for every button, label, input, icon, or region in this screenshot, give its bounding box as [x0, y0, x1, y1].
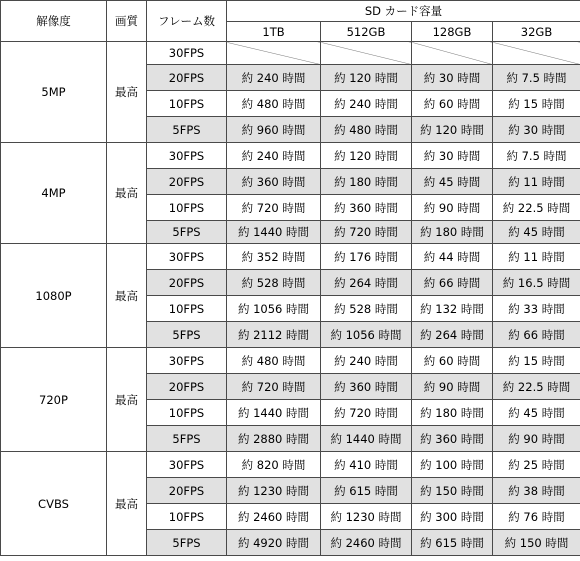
quality-cell: 最高	[107, 452, 147, 556]
resolution-header: 解像度	[1, 1, 107, 42]
duration-cell: 約 1440 時間	[227, 221, 321, 244]
sd-capacity-header: SD カード容量	[227, 1, 580, 22]
fps-cell: 10FPS	[147, 400, 227, 426]
fps-cell: 20FPS	[147, 169, 227, 195]
duration-cell: 約 410 時間	[321, 452, 412, 478]
duration-cell: 約 176 時間	[321, 244, 412, 270]
duration-cell: 約 528 時間	[227, 270, 321, 296]
quality-header: 画質	[107, 1, 147, 42]
quality-cell: 最高	[107, 244, 147, 348]
duration-cell: 約 132 時間	[412, 296, 493, 322]
duration-cell: 約 120 時間	[321, 143, 412, 169]
duration-cell: 約 150 時間	[493, 530, 580, 556]
quality-cell: 最高	[107, 348, 147, 452]
duration-cell: 約 44 時間	[412, 244, 493, 270]
duration-cell: 約 33 時間	[493, 296, 580, 322]
duration-cell: 約 22.5 時間	[493, 374, 580, 400]
duration-cell: 約 960 時間	[227, 117, 321, 143]
duration-cell: 約 180 時間	[321, 169, 412, 195]
duration-cell: 約 820 時間	[227, 452, 321, 478]
duration-cell: 約 720 時間	[321, 400, 412, 426]
fps-cell: 5FPS	[147, 530, 227, 556]
duration-cell: 約 1230 時間	[227, 478, 321, 504]
capacity-header-128gb: 128GB	[412, 22, 493, 42]
resolution-cell: 720P	[1, 348, 107, 452]
fps-cell: 5FPS	[147, 221, 227, 244]
duration-cell: 約 15 時間	[493, 91, 580, 117]
duration-cell: 約 60 時間	[412, 348, 493, 374]
duration-cell: 約 90 時間	[412, 374, 493, 400]
fps-cell: 20FPS	[147, 65, 227, 91]
resolution-cell: 1080P	[1, 244, 107, 348]
capacity-header-512gb: 512GB	[321, 22, 412, 42]
duration-cell: 約 360 時間	[412, 426, 493, 452]
duration-cell: 約 150 時間	[412, 478, 493, 504]
duration-cell: 約 76 時間	[493, 504, 580, 530]
duration-cell: 約 2460 時間	[227, 504, 321, 530]
duration-cell: 約 90 時間	[493, 426, 580, 452]
fps-cell: 30FPS	[147, 452, 227, 478]
duration-cell: 約 480 時間	[321, 117, 412, 143]
duration-cell: 約 720 時間	[227, 195, 321, 221]
duration-cell: 約 1056 時間	[321, 322, 412, 348]
duration-cell: 約 16.5 時間	[493, 270, 580, 296]
duration-cell: 約 360 時間	[321, 374, 412, 400]
quality-cell: 最高	[107, 143, 147, 244]
duration-cell: 約 2880 時間	[227, 426, 321, 452]
fps-cell: 10FPS	[147, 296, 227, 322]
duration-cell: 約 120 時間	[321, 65, 412, 91]
fps-cell: 5FPS	[147, 426, 227, 452]
duration-cell: 約 720 時間	[227, 374, 321, 400]
duration-cell: 約 615 時間	[321, 478, 412, 504]
duration-cell: 約 360 時間	[227, 169, 321, 195]
duration-cell: 約 45 時間	[493, 400, 580, 426]
duration-cell: 約 100 時間	[412, 452, 493, 478]
duration-cell: 約 240 時間	[321, 348, 412, 374]
duration-cell: 約 615 時間	[412, 530, 493, 556]
duration-cell: 約 4920 時間	[227, 530, 321, 556]
duration-cell: 約 30 時間	[412, 143, 493, 169]
duration-cell: 約 1056 時間	[227, 296, 321, 322]
duration-cell: 約 180 時間	[412, 400, 493, 426]
not-available-cell	[412, 42, 493, 65]
duration-cell: 約 264 時間	[321, 270, 412, 296]
duration-cell: 約 15 時間	[493, 348, 580, 374]
duration-cell: 約 120 時間	[412, 117, 493, 143]
duration-cell: 約 480 時間	[227, 91, 321, 117]
fps-cell: 30FPS	[147, 244, 227, 270]
not-available-cell	[493, 42, 580, 65]
resolution-cell: CVBS	[1, 452, 107, 556]
duration-cell: 約 1440 時間	[227, 400, 321, 426]
duration-cell: 約 2112 時間	[227, 322, 321, 348]
fps-cell: 10FPS	[147, 91, 227, 117]
fps-cell: 10FPS	[147, 504, 227, 530]
capacity-header-32gb: 32GB	[493, 22, 580, 42]
duration-cell: 約 66 時間	[412, 270, 493, 296]
duration-cell: 約 7.5 時間	[493, 143, 580, 169]
duration-cell: 約 1440 時間	[321, 426, 412, 452]
duration-cell: 約 38 時間	[493, 478, 580, 504]
duration-cell: 約 240 時間	[321, 91, 412, 117]
fps-cell: 30FPS	[147, 42, 227, 65]
quality-cell: 最高	[107, 42, 147, 143]
resolution-cell: 5MP	[1, 42, 107, 143]
duration-cell: 約 60 時間	[412, 91, 493, 117]
duration-cell: 約 45 時間	[412, 169, 493, 195]
capacity-header-1tb: 1TB	[227, 22, 321, 42]
duration-cell: 約 22.5 時間	[493, 195, 580, 221]
fps-cell: 30FPS	[147, 143, 227, 169]
duration-cell: 約 720 時間	[321, 221, 412, 244]
not-available-cell	[321, 42, 412, 65]
fps-cell: 30FPS	[147, 348, 227, 374]
duration-cell: 約 25 時間	[493, 452, 580, 478]
fps-cell: 20FPS	[147, 478, 227, 504]
duration-cell: 約 240 時間	[227, 143, 321, 169]
duration-cell: 約 300 時間	[412, 504, 493, 530]
duration-cell: 約 352 時間	[227, 244, 321, 270]
duration-cell: 約 180 時間	[412, 221, 493, 244]
duration-cell: 約 2460 時間	[321, 530, 412, 556]
frame-rate-header: フレーム数	[147, 1, 227, 42]
resolution-cell: 4MP	[1, 143, 107, 244]
duration-cell: 約 7.5 時間	[493, 65, 580, 91]
duration-cell: 約 264 時間	[412, 322, 493, 348]
duration-cell: 約 480 時間	[227, 348, 321, 374]
duration-cell: 約 90 時間	[412, 195, 493, 221]
duration-cell: 約 30 時間	[493, 117, 580, 143]
fps-cell: 20FPS	[147, 374, 227, 400]
fps-cell: 5FPS	[147, 322, 227, 348]
fps-cell: 20FPS	[147, 270, 227, 296]
duration-cell: 約 240 時間	[227, 65, 321, 91]
duration-cell: 約 1230 時間	[321, 504, 412, 530]
duration-cell: 約 11 時間	[493, 244, 580, 270]
duration-cell: 約 45 時間	[493, 221, 580, 244]
duration-cell: 約 30 時間	[412, 65, 493, 91]
duration-cell: 約 528 時間	[321, 296, 412, 322]
duration-cell: 約 11 時間	[493, 169, 580, 195]
not-available-cell	[227, 42, 321, 65]
fps-cell: 5FPS	[147, 117, 227, 143]
duration-cell: 約 360 時間	[321, 195, 412, 221]
duration-cell: 約 66 時間	[493, 322, 580, 348]
fps-cell: 10FPS	[147, 195, 227, 221]
